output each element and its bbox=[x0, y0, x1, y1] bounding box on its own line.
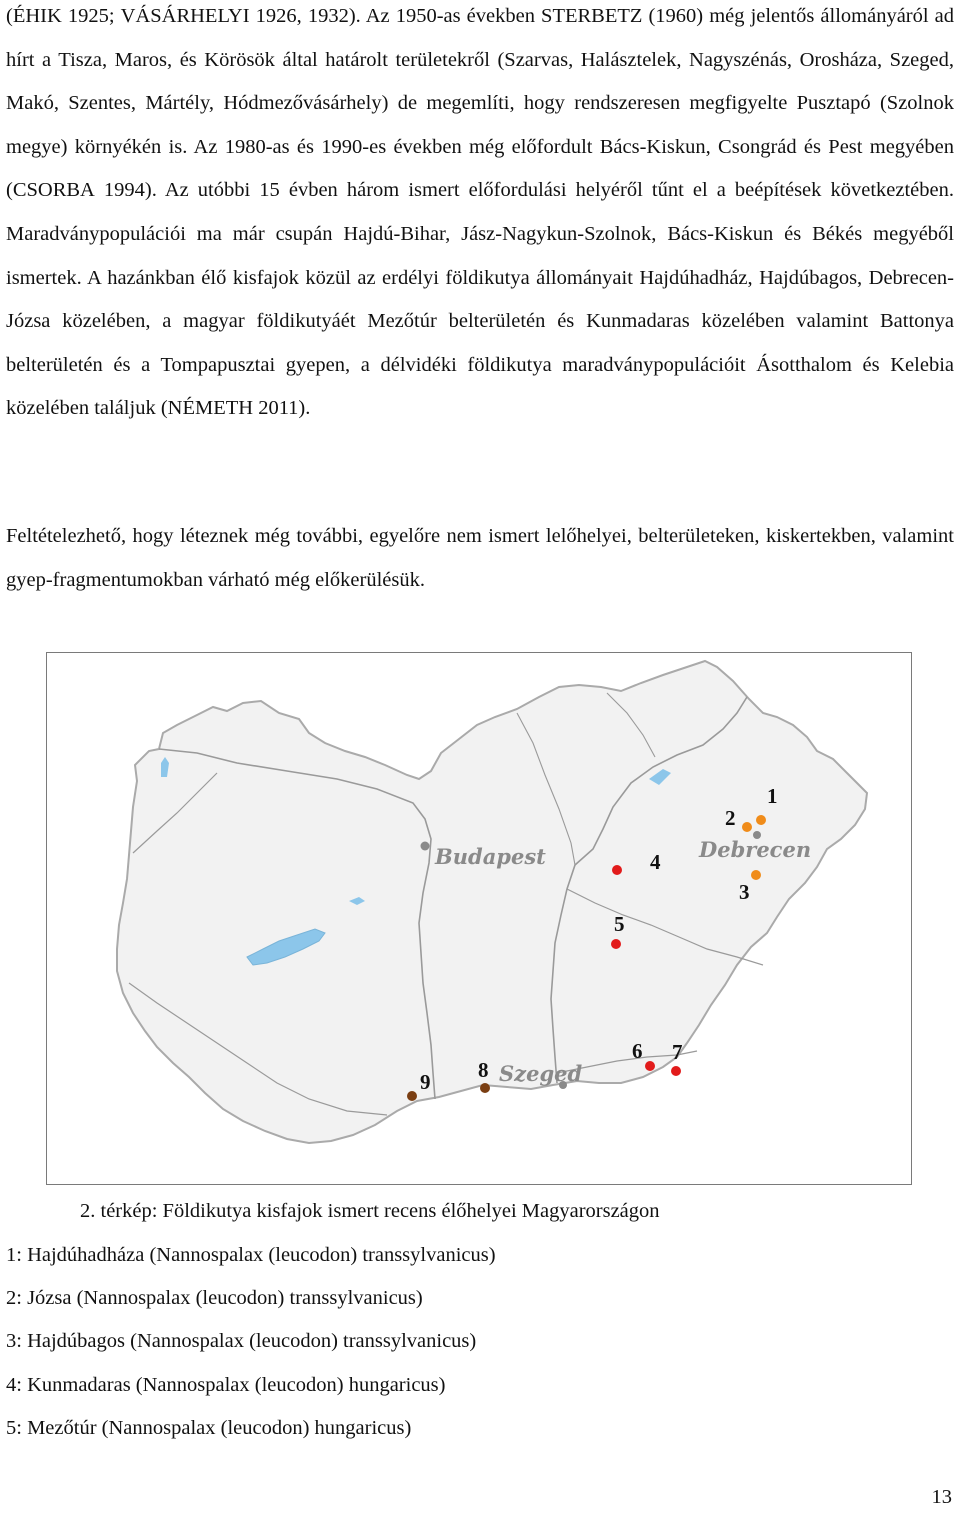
text-run: 1926, 1932). Az 1950-as években bbox=[249, 5, 542, 27]
legend-item-1: 1: Hajdúhadháza (Nannospalax (leucodon) transsylvanicus) bbox=[6, 1244, 496, 1266]
legend-item-4: 4: Kunmadaras (Nannospalax (leucodon) hungaricus) bbox=[6, 1374, 446, 1396]
legend-item-5: 5: Mezőtúr (Nannospalax (leucodon) hungaricus) bbox=[6, 1417, 412, 1439]
city-marker-budapest bbox=[421, 842, 430, 851]
city-label-szeged: Szeged bbox=[499, 1061, 583, 1086]
text-run: (1960) még jelentős állományáról ad hírt a Tisza, Maros, és Körösök által határolt területekről (Szarvas, Halásztelek, Nagyszénás, Orosháza, Szeged, Makó, Szentes, Mártély, Hódmezővásárhely) de megemlíti, hogy rendszeresen megfigyelte Pusztapó (Szolnok megye) környékén is. Az 1980-as és 1990-es években még előfordult Bács-Kiskun, Csongrád és Pest megyében ( bbox=[6, 5, 954, 202]
figure-caption: 2. térkép: Földikutya kisfajok ismert recens élőhelyei Magyarországon bbox=[80, 1200, 660, 1222]
city-label-debrecen: Debrecen bbox=[699, 837, 812, 862]
legend-item-2: 2: Józsa (Nannospalax (leucodon) transsylvanicus) bbox=[6, 1287, 423, 1309]
legend-item-3: 3: Hajdúbagos (Nannospalax (leucodon) transsylvanicus) bbox=[6, 1330, 477, 1352]
hungary-map-figure bbox=[46, 652, 912, 1185]
author-name: ÉHIK bbox=[12, 5, 62, 27]
author-name: CSORBA bbox=[12, 179, 95, 202]
body-paragraph-1 bbox=[6, 0, 954, 431]
site-label-2: 2 bbox=[725, 806, 736, 830]
text-run: ( bbox=[6, 5, 13, 27]
hungary-outline bbox=[117, 661, 867, 1143]
page-number: 13 bbox=[931, 1486, 952, 1508]
site-label-1: 1 bbox=[767, 784, 778, 808]
site-marker-9 bbox=[407, 1091, 417, 1101]
site-label-7: 7 bbox=[672, 1040, 683, 1064]
text-run: 1925; bbox=[61, 5, 121, 27]
site-marker-3 bbox=[751, 870, 761, 880]
site-label-4: 4 bbox=[650, 850, 661, 874]
site-marker-2 bbox=[742, 822, 752, 832]
site-marker-8 bbox=[480, 1083, 490, 1093]
text-run: 1994). Az utóbbi 15 évben három ismert előfordulási helyéről tűnt el a beépítések következtében. Maradványpopulációi ma már csupán Hajdú-Bihar, Jász-Nagykun-Szolnok, Bács-Kiskun és Békés megyéből ismertek. A hazánkban élő kisfajok közül az erdélyi földikutya állományait Hajdúhadház, Hajdúbagos, Debrecen-Józsa közelében, a magyar földikutyáét Mezőtúr belterületén és Kunmadaras közelében valamint Battonya belterületén és a Tompapusztai gyepen, a délvidéki földikutya maradványpopulációit Ásotthalom és Kelebia közelében találjuk ( bbox=[6, 179, 954, 420]
author-name: VÁSÁRHELYI bbox=[120, 5, 250, 27]
site-marker-4 bbox=[612, 865, 622, 875]
site-marker-1 bbox=[756, 815, 766, 825]
site-marker-6 bbox=[645, 1061, 655, 1071]
site-label-6: 6 bbox=[632, 1039, 643, 1063]
author-name: NÉMETH bbox=[167, 397, 254, 420]
text-run: 2011). bbox=[253, 397, 311, 420]
site-label-9: 9 bbox=[420, 1070, 431, 1094]
site-label-3: 3 bbox=[739, 880, 750, 904]
site-marker-7 bbox=[671, 1066, 681, 1076]
body-paragraph-2: Feltételezhető, hogy léteznek még további, egyelőre nem ismert lelőhelyei, belterületeken, kiskertekben, valamint gyep-fragmentumokban várható még előkerülésük. bbox=[6, 525, 954, 591]
site-label-8: 8 bbox=[478, 1058, 489, 1082]
city-label-budapest: Budapest bbox=[435, 844, 546, 869]
site-marker-5 bbox=[611, 939, 621, 949]
site-label-5: 5 bbox=[614, 912, 625, 936]
author-name: STERBETZ bbox=[541, 5, 643, 27]
hungary-map bbox=[47, 653, 911, 1184]
